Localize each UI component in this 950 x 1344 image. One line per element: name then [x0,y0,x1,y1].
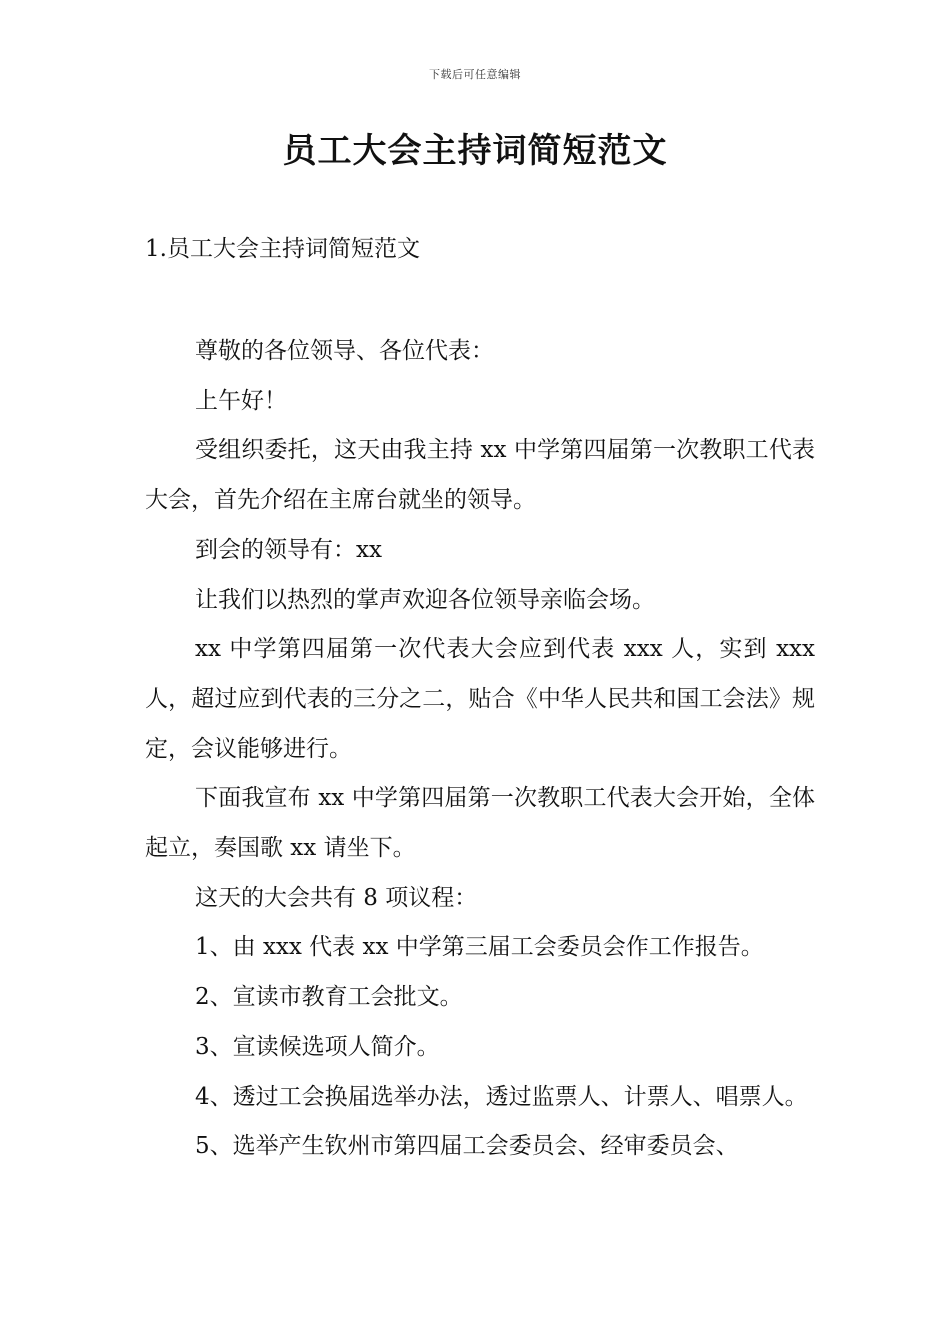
paragraph-leaders: 到会的领导有：xx [195,536,382,563]
paragraph-agenda-intro: 这天的大会共有 8 项议程： [195,884,478,911]
header-note: 下载后可任意编辑 [429,68,521,81]
paragraph-greeting: 尊敬的各位领导、各位代表： [195,338,494,364]
paragraph-announcement: 下面我宣布 xx 中学第四届第一次教职工代表大会开始，全体起立，奏国歌 xx 请坐下。 [145,785,815,862]
agenda-item-2: 2、宣读市教育工会批文。 [195,984,463,1011]
agenda-item-4: 4、透过工会换届选举办法，透过监票人、计票人、唱票人。 [195,1083,808,1110]
section-heading: 1.员工大会主持词简短范文 [145,236,420,262]
agenda-item-5: 5、选举产生钦州市第四届工会委员会、经审委员会、 [195,1133,739,1160]
agenda-item-3: 3、宣读候选项人简介。 [195,1033,440,1060]
paragraph-good-morning: 上午好！ [195,387,287,414]
document-body [145,327,815,1172]
agenda-item-1: 1、由 xxx 代表 xx 中学第三届工会委员会作工作报告。 [195,934,764,961]
paragraph-attendance: xx 中学第四届第一次代表大会应到代表 xxx 人，实到 xxx 人，超过应到代表的三分之二，贴合《中华人民共和国工会法》规定，会议能够进行。 [145,636,815,762]
document-title: 员工大会主持词简短范文 [282,131,668,171]
paragraph-welcome: 让我们以热烈的掌声欢迎各位领导亲临会场。 [195,586,655,613]
paragraph-opening: 受组织委托，这天由我主持 xx 中学第四届第一次教职工代表大会，首先介绍在主席台就坐的领导。 [145,437,815,514]
